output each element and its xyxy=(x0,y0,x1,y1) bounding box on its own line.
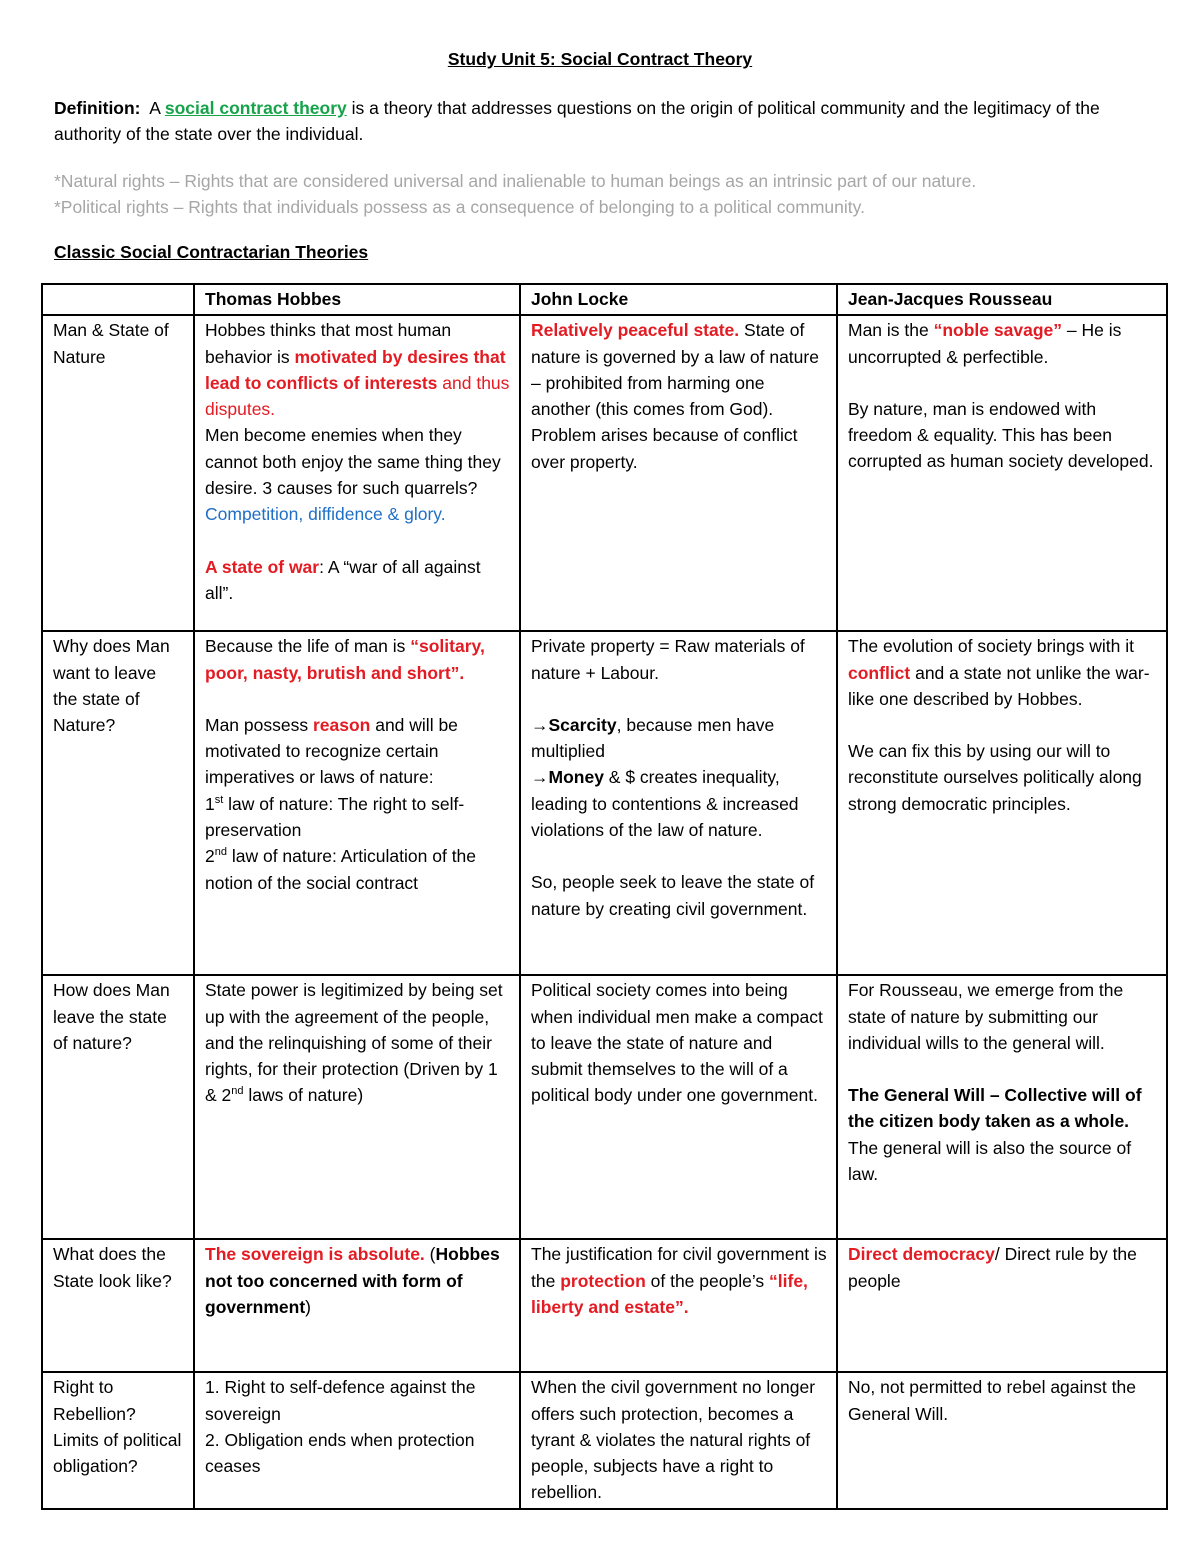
cell-locke xyxy=(520,1239,837,1372)
cell-paragraph: We can fix this by using our will to reconstitute ourselves politically along strong democratic principles. xyxy=(848,741,1142,814)
highlight-text: Direct democracy xyxy=(848,1244,995,1265)
cell-paragraph: So, people seek to leave the state of nature by creating civil government. xyxy=(531,872,815,919)
text: and will be motivated to recognize certain imperatives or laws of nature: xyxy=(205,714,458,788)
row-label-state-look: What does the State look like? xyxy=(42,1239,194,1372)
definition-label: Definition: xyxy=(54,98,141,118)
cell-paragraph xyxy=(205,977,511,1108)
text: – He is uncorrupted & perfectible. xyxy=(848,320,1122,367)
highlight-text: A state of war xyxy=(205,556,320,577)
cell-paragraph xyxy=(531,317,828,422)
second-law-line xyxy=(205,843,511,896)
definition-paragraph xyxy=(54,95,1154,148)
cell-rousseau xyxy=(837,631,1167,975)
general-will-definition: The General Will – Collective will of the citizen body taken as a whole. xyxy=(848,1085,1142,1132)
text: Man is the xyxy=(848,320,934,341)
ordinal-suffix: nd xyxy=(231,1085,244,1098)
arrow-icon: → xyxy=(531,714,549,735)
text: State of nature is governed by a law of nature – prohibited from harming one another (this comes from God). xyxy=(531,320,819,420)
definition-text: is a theory that addresses questions on the origin of political community and the legitimacy of the authority of the state over the individual. xyxy=(54,98,1100,145)
column-header-locke: John Locke xyxy=(520,284,837,315)
row-label-rebellion: Right to Rebellion? Limits of political obligation? xyxy=(42,1372,194,1508)
natural-rights-note: *Natural rights – Rights that are considered universal and inalienable to human beings as an intrinsic part of our nature. xyxy=(54,171,977,191)
text: of the people’s xyxy=(645,1270,770,1291)
highlight-text: Relatively peaceful state. xyxy=(531,320,740,341)
column-header-hobbes: Thomas Hobbes xyxy=(194,284,520,315)
cell-rousseau xyxy=(837,975,1167,1239)
cell-paragraph xyxy=(848,317,1158,370)
text: Men become enemies when they cannot both enjoy the same thing they desire. 3 causes for such quarrels? xyxy=(205,425,501,499)
scarcity-line xyxy=(531,712,828,765)
ordinal-suffix: nd xyxy=(214,846,227,859)
bold-text: Scarcity xyxy=(548,714,617,735)
cell-rousseau xyxy=(837,315,1167,631)
rights-notes xyxy=(54,168,1154,221)
text: law of nature: The right to self-preservation xyxy=(205,793,465,841)
cell-paragraph xyxy=(848,633,1158,712)
text: Hobbes thinks that most human behavior is xyxy=(205,320,452,367)
arrow-icon: → xyxy=(531,767,549,788)
cell-paragraph xyxy=(205,633,511,686)
ordinal-suffix: st xyxy=(214,793,224,806)
highlight-text: “noble savage” xyxy=(933,320,1062,341)
cell-locke xyxy=(520,1372,837,1508)
text: laws of nature) xyxy=(243,1085,364,1106)
bold-text: Hobbes not too concerned with form of government xyxy=(205,1244,500,1317)
money-line xyxy=(531,764,828,843)
table-row xyxy=(42,975,1167,1239)
cell-hobbes xyxy=(194,315,520,631)
cell-paragraph: Problem arises because of conflict over property. xyxy=(531,425,798,472)
row-label-how-leave: How does Man leave the state of nature? xyxy=(42,975,194,1239)
cell-paragraph xyxy=(205,422,511,527)
cell-paragraph: Private property = Raw materials of nature + Labour. xyxy=(531,636,805,683)
causes-text: Competition, diffidence & glory. xyxy=(205,504,446,525)
table-row xyxy=(42,315,1167,631)
text: 2 xyxy=(205,846,215,867)
cell-paragraph: Political society comes into being when individual men make a compact to leave the state of nature and submit themselves to the will of a political body under one government. xyxy=(531,980,823,1106)
table-row xyxy=(42,1372,1167,1508)
text: & $ creates inequality, leading to contentions & increased violations of the law of nature. xyxy=(531,767,799,841)
column-header-rousseau: Jean-Jacques Rousseau xyxy=(837,284,1167,315)
cell-hobbes xyxy=(194,1372,520,1508)
cell-locke xyxy=(520,975,837,1239)
text: Man possess xyxy=(205,714,313,735)
cell-paragraph: No, not permitted to rebel against the General Will. xyxy=(848,1377,1136,1424)
highlight-text: “solitary, poor, nasty, brutish and short”. xyxy=(205,636,485,683)
text: : A “war of all against all”. xyxy=(205,556,481,603)
cell-hobbes xyxy=(194,631,520,975)
first-law-line xyxy=(205,791,511,844)
row-label-state-of-nature: Man & State of Nature xyxy=(42,315,194,631)
document-title: Study Unit 5: Social Contract Theory xyxy=(447,49,753,69)
cell-paragraph: For Rousseau, we emerge from the state of nature by submitting our individual wills to the general will. xyxy=(848,980,1124,1053)
comparison-table xyxy=(41,283,1168,1510)
cell-paragraph xyxy=(205,554,511,607)
highlight-text: protection xyxy=(560,1270,646,1291)
highlight-text: “life, liberty and estate”. xyxy=(531,1270,808,1317)
table-row xyxy=(42,1239,1167,1372)
cell-hobbes xyxy=(194,1239,520,1372)
header-empty-cell xyxy=(42,284,194,315)
highlight-text: The sovereign is absolute. xyxy=(205,1244,425,1265)
table-row xyxy=(42,631,1167,975)
highlight-text: motivated by desires that lead to conflicts of interests xyxy=(205,346,506,393)
cell-paragraph xyxy=(205,317,511,422)
cell-paragraph: When the civil government no longer offers such protection, becomes a tyrant & violates the natural rights of people, subjects have a right to rebellion. xyxy=(531,1377,816,1503)
highlight-text: conflict xyxy=(848,662,911,683)
bold-text: Money xyxy=(548,767,604,788)
section-heading: Classic Social Contractarian Theories xyxy=(54,242,369,262)
text: Because the life of man is xyxy=(205,636,411,657)
text: / Direct rule by the people xyxy=(848,1244,1137,1291)
cell-paragraph: The general will is also the source of law. xyxy=(848,1137,1132,1185)
text: ( xyxy=(424,1244,436,1265)
cell-hobbes xyxy=(194,975,520,1239)
text: The justification for civil government is the xyxy=(531,1244,827,1291)
political-rights-note: *Political rights – Rights that individuals possess as a consequence of belonging to a political community. xyxy=(54,197,865,218)
text: 1 xyxy=(205,793,215,814)
text: and a state not unlike the war-like one described by Hobbes. xyxy=(848,662,1150,709)
cell-rousseau xyxy=(837,1372,1167,1508)
highlight-text: and thus disputes. xyxy=(205,372,510,420)
text: ) xyxy=(305,1296,311,1317)
list-item: 1. Right to self-defence against the sovereign xyxy=(205,1377,476,1424)
social-contract-theory-link[interactable]: social contract theory xyxy=(164,98,347,118)
list-item: 2. Obligation ends when protection ceases xyxy=(205,1429,475,1477)
cell-paragraph xyxy=(205,712,511,791)
cell-locke xyxy=(520,631,837,975)
highlight-text: reason xyxy=(312,714,371,735)
text: law of nature: Articulation of the notion of the social contract xyxy=(205,846,477,893)
cell-paragraph: By nature, man is endowed with freedom & equality. This has been corrupted as human society developed. xyxy=(848,398,1154,472)
text: , because men have multiplied xyxy=(531,714,775,762)
definition-pre: A xyxy=(149,98,160,118)
row-label-why-leave: Why does Man want to leave the state of Nature? xyxy=(42,631,194,975)
cell-rousseau xyxy=(837,1239,1167,1372)
text: State power is legitimized by being set up with the agreement of the people, and the relinquishing of some of their rights, for their protection (Driven by 1 & 2 xyxy=(205,980,503,1106)
table-header-row xyxy=(42,284,1167,315)
cell-locke xyxy=(520,315,837,631)
text: The evolution of society brings with it xyxy=(848,636,1134,657)
